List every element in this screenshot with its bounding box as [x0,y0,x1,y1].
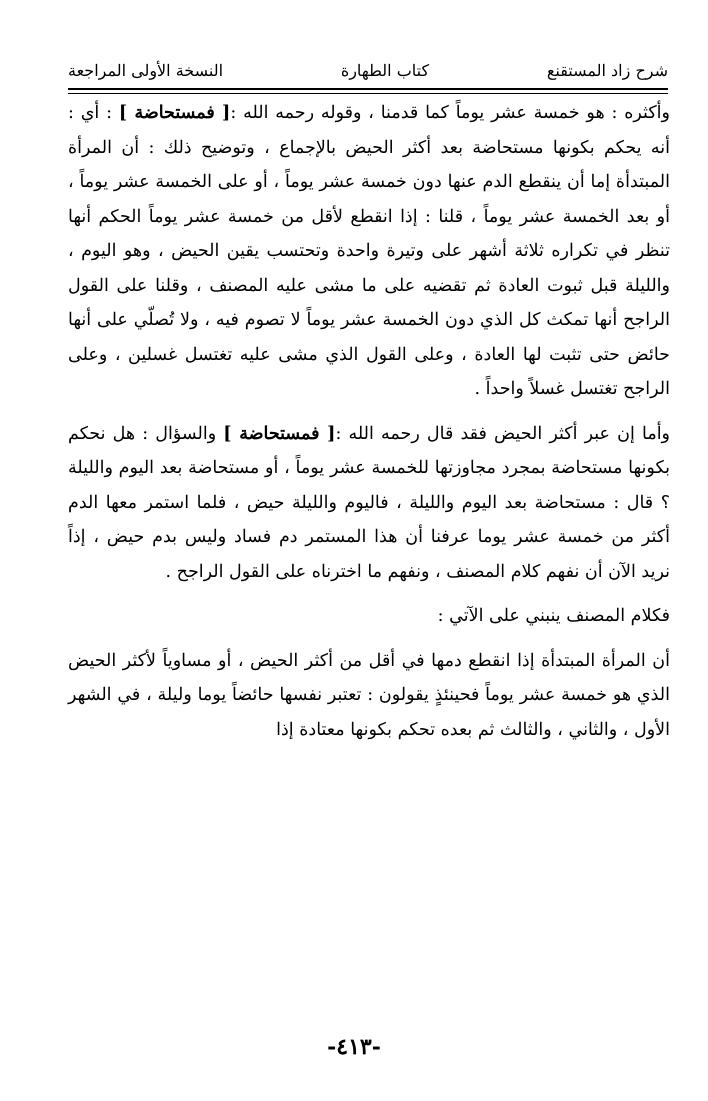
paragraph [68,644,670,748]
text-run: وأكثره : هو خمسة عشر يوماً كما قدمنا ، وقوله رحمه الله : [230,103,670,123]
header-rule-thick [68,88,668,90]
body-text [68,96,670,996]
header-edition-note: النسخة الأولى المراجعة [68,60,224,80]
paragraph [68,599,670,634]
bold-term: [ فمستحاضة ] [223,423,336,444]
text-run: فكلام المصنف ينبني على الآتي : [437,606,670,626]
text-run: : أي : أنه يحكم بكونها مستحاضة بعد أكثر الحيض بالإجماع ، وتوضيح ذلك : أن المرأة المبتدأة إما أن ينقطع الدم عنها دون خمسة عشر يوماً ، أو على الخمسة عشر يوماً ، أو بعد الخمسة عشر يوماً ، قلنا : إذا انقطع لأقل من خمسة عشر يوماً الحكم أنها تنظر في تكراره ثلاثة أشهر على وتيرة واحدة وتحتسب يقين الحيض ، وهو اليوم ، والليلة قبل ثبوت العادة ثم تقضيه على ما مشى عليه المصنف ، وقلنا على القول الراجح أنها تمكث كل الذي دون الخمسة عشر يوماً لا تصوم فيه ، ولا تُصلّي على أنها حائض حتى تثبت لها العادة ، وعلى القول الذي مشى عليه تغتسل غسلين ، وعلى الراجح تغتسل غسلاً واحداً . [68,103,670,399]
text-run: وأما إن عبر أكثر الحيض فقد قال رحمه الله : [335,423,671,444]
paragraph [68,417,670,590]
header-chapter-title: كتاب الطهارة [340,60,430,80]
text-run: أن المرأة المبتدأة إذا انقطع دمها في أقل من أكثر الحيض ، أو مساوياً لأكثر الحيض الذي هو خمسة عشر يوماً فحينئذٍ يقولون : تعتبر نفسها حائضاً يوما وليلة ، في الشهر الأول ، والثاني ، والثالث ثم بعده تحكم بكونها معتادة إذا [68,650,670,740]
page-number: -٤١٣- [327,1034,381,1060]
paragraph [68,96,670,407]
text-run: والسؤال : هل نحكم بكونها مستحاضة بمجرد مجاوزتها للخمسة عشر يوماً ، أو مستحاضة بعد اليوم والليلة ؟ قال : مستحاضة بعد اليوم والليلة ، فاليوم والليلة حيض ، فلما استمر معها الدم أكثر من خمسة عشر يوما عرفنا أن هذا المستمر دم فساد وليس بدم حيض ، إذاً نريد الآن أن نفهم كلام المصنف ، ونفهم ما اخترناه على القول الراجح . [68,423,670,582]
running-header [68,56,668,84]
header-book-title: شرح زاد المستقنع [546,60,668,80]
header-rule-thin [68,93,668,94]
bold-term: [ فمستحاضة ] [118,103,231,123]
